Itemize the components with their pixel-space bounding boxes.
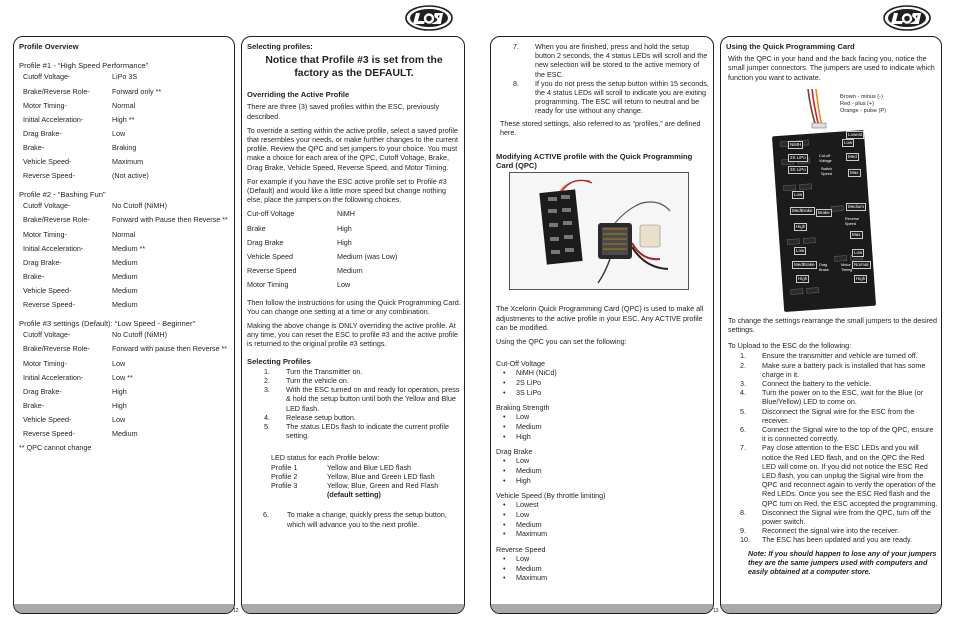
setting-name: Motor Timing- xyxy=(23,100,67,110)
qpc-label: MedBrake xyxy=(794,262,815,267)
setting-row xyxy=(19,143,231,157)
option-text: Lowest xyxy=(516,500,539,510)
qpc-modify-heading: Modifying ACTIVE profile with the Quick Programming Card (QPC) xyxy=(496,152,693,171)
setting-row xyxy=(19,429,231,443)
list-item xyxy=(247,510,461,528)
list-item xyxy=(496,42,710,79)
qpc-label: High xyxy=(796,224,806,229)
setting-name: Brake- xyxy=(23,400,45,410)
setting-value: Low ** xyxy=(112,372,133,382)
wire-label-red: Red - plus (+) xyxy=(840,101,875,107)
bullet-icon: • xyxy=(503,378,506,388)
profile-title: Profile #3 settings (Default): “Low Speed - Beginner” xyxy=(19,319,196,329)
setting-value: Medium xyxy=(337,266,363,276)
bullet-icon: • xyxy=(503,387,506,397)
bullet-icon: • xyxy=(503,510,506,519)
page-number-right: 13 xyxy=(713,608,719,614)
qpc-label: Brake xyxy=(818,210,830,215)
setting-value: (Not active) xyxy=(112,171,149,181)
list-item xyxy=(496,510,710,520)
page-number-left: 12 xyxy=(233,608,239,614)
setting-row xyxy=(247,224,461,238)
setting-name: Motor Timing xyxy=(247,280,289,290)
step-number: 9. xyxy=(740,526,746,536)
qpc-label: Low xyxy=(854,250,863,255)
setting-name: Brake/Reverse Role- xyxy=(23,344,90,354)
step-text: Release setup button. xyxy=(286,412,356,422)
setting-value: High xyxy=(112,386,127,396)
setting-value: Forward only ** xyxy=(112,86,162,96)
setting-row xyxy=(247,209,461,223)
paragraph: To override a setting within the active profile, select a saved profile that resembles your needs, or make further changes to the current profile. Review the QPC and set jumpers to your choice. You must make a choice for each area of the QPC, Cutoff Voltage, Brake, Drag Brake, Vehicle Speed, Reverse Speed, and Motor Timing. xyxy=(247,125,458,172)
qpc-label: Motor Timing xyxy=(841,263,853,272)
setting-name: Initial Acceleration- xyxy=(23,114,84,124)
setting-value: No Cutoff (NiMH) xyxy=(112,330,167,340)
setting-value: NiMH xyxy=(337,209,355,219)
profile-title: Profile #2 - “Bashing Fun” xyxy=(19,190,106,200)
losi-logo-left xyxy=(404,4,454,32)
list-item xyxy=(247,367,461,376)
list-item xyxy=(496,476,710,486)
settings-group-title: Cut-Off Voltage xyxy=(496,359,546,369)
esc-qpc-photo xyxy=(509,172,689,290)
step-text: Disconnect the Signal wire for the ESC from the receiver. xyxy=(762,406,915,425)
paragraph: For example if you have the ESC active profile set to Profile #3 (Default) and would like a little more speed but change nothing else, place the jumpers on the following choices. xyxy=(247,176,447,205)
step-text: Disconnect the Signal wire from the QPC, turn off the power switch. xyxy=(762,507,931,527)
setting-value: Maximum xyxy=(112,156,144,166)
paragraph: Using the QPC you can set the following: xyxy=(496,337,627,347)
bullet-icon: • xyxy=(503,519,506,529)
led-row xyxy=(271,472,461,481)
step-number: 3. xyxy=(264,385,270,395)
selecting-steps xyxy=(247,367,461,441)
setting-name: Brake/Reverse Role- xyxy=(23,86,90,96)
step-text: Connect the battery to the vehicle. xyxy=(762,379,872,389)
led-intro: LED status for each Profile below: xyxy=(271,453,380,463)
paragraph: These stored settings, also referred to as “profiles,” are defined here. xyxy=(500,118,701,137)
list-item xyxy=(740,526,938,535)
paragraph: Making the above change is ONLY overriding the active profile. At any time, you can reset the ESC to profile #3 and the active profile is returned to the original profile #3 settings. xyxy=(247,320,458,349)
setting-name: Reverse Speed- xyxy=(23,300,75,310)
setting-row xyxy=(247,238,461,252)
profile-name: Profile 1 xyxy=(271,462,298,472)
setting-value: Normal xyxy=(112,229,136,239)
selecting-profiles-heading: Selecting profiles: xyxy=(247,42,313,51)
profile-title: Profile #1 - “High Speed Performance” xyxy=(19,61,149,71)
setting-value: Forward with Pause then Reverse ** xyxy=(112,215,228,225)
list-item xyxy=(496,529,710,539)
list-item xyxy=(496,412,710,422)
step-text: To make a change, quickly press the setup button, which will advance you to the next profile. xyxy=(287,510,447,529)
option-text: Medium xyxy=(516,422,542,432)
setting-name: Reverse Speed xyxy=(247,266,297,276)
option-text: Maximum xyxy=(516,529,548,539)
losi-logo-right xyxy=(882,4,932,32)
setting-row xyxy=(19,215,231,229)
list-item xyxy=(740,361,938,379)
bullet-icon: • xyxy=(503,412,506,422)
step-text: If you do not press the setup button within 15 seconds, the 4 status LEDs will scroll to indicate you are exiting programming. The ESC will return to neutral and be ready for use without any change. xyxy=(535,78,709,116)
step-number: 4. xyxy=(264,412,270,422)
overriding-heading: Overriding the Active Profile xyxy=(247,90,350,100)
bullet-icon: • xyxy=(503,422,506,432)
setting-row xyxy=(19,344,231,358)
paragraph: There are three (3) saved profiles within the ESC, previously described. xyxy=(247,102,440,121)
note: Note: If you should happen to lose any of your jumpers they are the same jumpers used with computers and easily obtained at a computer store. xyxy=(748,548,937,577)
bullet-icon: • xyxy=(503,563,506,573)
list-item xyxy=(496,79,710,116)
qpc-label: NiMH xyxy=(790,142,802,147)
setting-row xyxy=(19,387,231,401)
paragraph: To Upload to the ESC do the following: xyxy=(728,341,852,351)
settings-options xyxy=(496,500,710,538)
qpc-label: Lowest xyxy=(848,132,863,137)
settings-group-title: Vehicle Speed (By throttle limiting) xyxy=(496,491,606,501)
list-item xyxy=(247,422,461,440)
list-item xyxy=(496,378,710,388)
step-number: 8. xyxy=(740,507,746,517)
setting-name: Cutoff Voltage- xyxy=(23,72,71,82)
setting-name: Initial Acceleration- xyxy=(23,243,84,253)
list-item xyxy=(740,425,938,443)
option-text: High xyxy=(516,431,531,441)
qpc-label: Medium xyxy=(848,204,865,209)
qpc-label: Drag Brake xyxy=(819,263,829,272)
option-text: Low xyxy=(516,456,530,466)
list-item xyxy=(740,508,938,526)
setting-value: LiPo 3S xyxy=(112,72,138,82)
setting-row xyxy=(19,72,231,86)
settings-options xyxy=(496,368,710,397)
led-description: Yellow and Blue LED flash xyxy=(327,462,412,472)
qpc-label: Med xyxy=(848,154,857,159)
setting-row xyxy=(19,272,231,286)
list-item xyxy=(496,500,710,510)
step-text: Pay close attention to the ESC LEDs and you will notice the Red LED flash, and on the QPC the Red LED will come on. If you did not notice the ESC Red LED flash, you can unplug the Signal wire from the QPC and reconnect again to verify the operation of the Red LEDs. Once you see the ESC Red flash and the QPC turn on Red, the ESC accepted the programming. xyxy=(762,443,938,508)
list-item xyxy=(740,443,938,507)
step-number: 5. xyxy=(264,422,270,431)
upload-steps xyxy=(726,351,938,544)
setting-value: Medium (was Low) xyxy=(337,252,398,261)
setting-row xyxy=(19,115,231,129)
setting-row xyxy=(19,129,231,143)
setting-value: High xyxy=(337,237,352,247)
list-item xyxy=(496,520,710,530)
led-status xyxy=(247,453,461,499)
setting-value: Low xyxy=(112,128,126,138)
step-text: Connect the Signal wire to the top of the QPC, ensure it is connected correctly. xyxy=(762,425,934,444)
setting-row xyxy=(19,300,231,314)
setting-row xyxy=(19,201,231,215)
setting-row xyxy=(247,252,461,266)
setting-name: Vehicle Speed xyxy=(247,252,293,261)
qpc-label: Switch Speed xyxy=(821,167,833,176)
setting-row xyxy=(19,330,231,344)
setting-value: Medium ** xyxy=(112,243,146,253)
option-text: 3S LiPo xyxy=(516,387,542,397)
qpc-label: 2S LiPo xyxy=(790,155,806,160)
setting-name: Reverse Speed- xyxy=(23,171,75,181)
setting-name: Vehicle Speed- xyxy=(23,285,72,295)
setting-name: Reverse Speed- xyxy=(23,428,75,438)
qpc-label: High xyxy=(856,276,866,281)
step-6 xyxy=(247,510,461,528)
step-number: 4. xyxy=(740,388,746,398)
step-text: With the ESC turned on and ready for operation, press & hold the setup button until both the Yellow and Blue LED flash. xyxy=(286,385,460,413)
step-text: Reconnect the signal wire into the receiver. xyxy=(762,526,900,536)
bullet-icon: • xyxy=(503,500,506,510)
bullet-icon: • xyxy=(503,456,506,466)
setting-name: Brake/Reverse Role- xyxy=(23,215,90,225)
setting-name: Cut-off Voltage xyxy=(247,209,295,219)
setting-value: Medium xyxy=(112,428,138,438)
bullet-icon: • xyxy=(503,475,506,485)
setting-value: High xyxy=(337,223,352,233)
bullet-icon: • xyxy=(503,368,506,378)
setting-row xyxy=(19,230,231,244)
setting-row xyxy=(247,280,461,294)
paragraph: Then follow the instructions for using the Quick Programming Card. You can change one setting at a time or any combination. xyxy=(247,297,461,316)
setting-value: Low xyxy=(112,358,126,368)
list-item xyxy=(740,388,938,406)
paragraph: With the QPC in your hand and the back facing you, notice the small jumper connectors. The jumpers are used to indicate which function you want to activate. xyxy=(728,54,935,82)
settings-options xyxy=(496,456,710,485)
setting-name: Vehicle Speed- xyxy=(23,414,72,424)
step-number: 6. xyxy=(740,425,746,435)
list-item xyxy=(496,573,710,583)
setting-name: Cutoff Voltage- xyxy=(23,201,71,211)
list-item xyxy=(496,564,710,574)
setting-name: Drag Brake- xyxy=(23,128,62,138)
option-text: Medium xyxy=(516,519,542,529)
option-text: Low xyxy=(516,412,530,422)
bullet-icon: • xyxy=(503,466,506,476)
bullet-icon: • xyxy=(503,573,506,583)
list-item xyxy=(247,385,461,413)
list-item xyxy=(740,535,938,544)
option-text: Maximum xyxy=(516,573,548,583)
step-number: 2. xyxy=(740,360,746,370)
step-number: 5. xyxy=(740,406,746,416)
setting-name: Initial Acceleration- xyxy=(23,372,84,382)
list-item xyxy=(496,554,710,564)
step-text: Turn the vehicle on. xyxy=(286,375,349,385)
option-text: Low xyxy=(516,510,530,519)
step-number: 2. xyxy=(264,375,270,385)
option-text: Medium xyxy=(516,466,542,476)
profile-name: Profile 2 xyxy=(271,471,298,481)
setting-row xyxy=(19,359,231,373)
step-number: 3. xyxy=(740,379,746,389)
selecting-profiles xyxy=(247,42,461,529)
qpc-wires xyxy=(762,87,922,312)
step-text: When you are finished, press and hold the setup button 2 seconds, the 4 status LEDs will scroll and the new selection will be stored to the active memory of the ESC. xyxy=(535,42,708,79)
setting-value: No Cutoff (NiMH) xyxy=(112,201,167,211)
qpc-label: Normal xyxy=(854,262,869,267)
setting-row xyxy=(19,258,231,272)
option-text: 2S LiPo xyxy=(516,378,542,388)
qpc-label: High xyxy=(798,276,808,281)
qpc-settings-list xyxy=(496,359,710,583)
setting-name: Brake xyxy=(247,223,266,233)
list-item xyxy=(496,422,710,432)
step-text: The status LEDs flash to indicate the current profile setting. xyxy=(286,422,449,441)
step-number: 7. xyxy=(513,42,519,51)
settings-group-title: Drag Brake xyxy=(496,447,533,457)
wire-label-orange: Orange - pulse (P) xyxy=(840,108,887,114)
setting-row xyxy=(19,373,231,387)
qpc-label: Low xyxy=(796,248,805,253)
using-qpc-heading: Using the Quick Programming Card xyxy=(726,42,855,51)
example-settings xyxy=(247,209,461,294)
qpc-label: Reverse Speed xyxy=(845,217,860,226)
setting-row xyxy=(19,87,231,101)
led-table xyxy=(271,463,461,500)
step-text: Ensure the transmitter and vehicle are turned off. xyxy=(762,351,918,361)
list-item xyxy=(496,456,710,466)
step-number: 10. xyxy=(740,535,750,545)
qpc-label: MedBrake xyxy=(792,208,813,213)
option-text: NiMH (NiCd) xyxy=(516,368,557,378)
step-number: 1. xyxy=(264,366,270,376)
qpc-label: Max xyxy=(852,232,861,237)
qpc-label: Cut-off Voltage xyxy=(819,154,832,163)
setting-value: Forward with pause then Reverse ** xyxy=(112,344,228,354)
selecting-profiles-subheading: Selecting Profiles xyxy=(247,356,311,366)
settings-options xyxy=(496,412,710,441)
setting-row xyxy=(19,286,231,300)
setting-value: Medium xyxy=(112,285,138,295)
list-item xyxy=(247,413,461,422)
list-item xyxy=(496,388,710,398)
setting-row xyxy=(19,171,231,185)
setting-row xyxy=(19,415,231,429)
setting-row xyxy=(19,244,231,258)
setting-name: Drag Brake- xyxy=(23,257,62,267)
setting-value: Medium xyxy=(112,257,138,267)
esc-photo-illustration xyxy=(510,173,688,289)
qpc-label: 3S LiPo xyxy=(790,167,806,172)
setting-value: Braking xyxy=(112,142,137,152)
wire-legend xyxy=(840,94,886,115)
setting-row xyxy=(19,101,231,115)
step-number: 8. xyxy=(513,78,519,88)
profile-name: Profile 3 xyxy=(271,481,298,491)
profile-overview xyxy=(19,42,231,452)
setting-name: Cutoff Voltage- xyxy=(23,330,71,340)
option-text: Low xyxy=(516,553,530,563)
list-item xyxy=(740,351,938,360)
step-text: The ESC has been updated and you are ready. xyxy=(762,535,913,545)
setting-name: Vehicle Speed- xyxy=(23,156,72,166)
setting-value: Medium xyxy=(112,300,138,310)
setting-value: High ** xyxy=(112,114,135,124)
setting-value: Normal xyxy=(112,100,136,110)
paragraph: To change the settings rearrange the small jumpers to the desired settings. xyxy=(728,315,937,335)
wire-label-brown: Brown - minus (-) xyxy=(840,94,883,100)
led-default: (default setting) xyxy=(327,490,381,500)
list-item xyxy=(740,407,938,425)
setting-row xyxy=(19,157,231,171)
list-item xyxy=(740,379,938,388)
setting-value: Medium xyxy=(112,271,138,281)
option-text: Medium xyxy=(516,563,542,573)
final-steps xyxy=(496,42,710,116)
bullet-icon: • xyxy=(503,553,506,563)
setting-name: Drag Brake xyxy=(247,237,284,247)
paragraph: The Xcelorin Quick Programming Card (QPC) is used to make all adjustments to the active profile in your ESC. Any ACTIVE profile can be modified. xyxy=(496,304,704,332)
bullet-icon: • xyxy=(503,529,506,539)
qpc-modify xyxy=(496,42,710,589)
list-item xyxy=(247,376,461,385)
qpc-label: Low xyxy=(844,140,853,145)
step-text: Make sure a battery pack is installed that has some charge in it. xyxy=(762,360,926,379)
setting-value: Low xyxy=(112,414,126,424)
setting-name: Motor Timing- xyxy=(23,229,67,239)
setting-name: Drag Brake- xyxy=(23,386,62,396)
led-row xyxy=(271,481,461,490)
led-row xyxy=(271,463,461,472)
step-text: Turn the Transmitter on. xyxy=(286,366,363,376)
settings-group-title: Reverse Speed xyxy=(496,544,546,554)
setting-name: Brake- xyxy=(23,271,45,281)
footnote: ** QPC cannot change xyxy=(19,443,92,453)
setting-value: Low xyxy=(337,280,351,290)
list-item xyxy=(496,368,710,378)
led-description: Yellow, Blue and Green LED flash xyxy=(327,471,435,481)
default-notice: Notice that Profile #3 is set from the factory as the DEFAULT. xyxy=(265,55,443,79)
step-text: Turn the power on to the ESC, wait for the Blue (or Blue/Yellow) LED to come on. xyxy=(762,388,924,407)
qpc-label: Max xyxy=(850,170,859,175)
list-item xyxy=(496,466,710,476)
setting-name: Motor Timing- xyxy=(23,358,67,368)
step-number: 7. xyxy=(740,443,746,453)
option-text: High xyxy=(516,475,531,485)
list-item xyxy=(496,432,710,442)
bullet-icon: • xyxy=(503,431,506,441)
setting-row xyxy=(247,266,461,280)
step-number: 1. xyxy=(740,351,746,361)
step-number: 6. xyxy=(263,510,269,520)
settings-group-title: Braking Strength xyxy=(496,403,550,413)
setting-name: Brake- xyxy=(23,142,45,152)
profile-list xyxy=(19,61,231,443)
profile-overview-heading: Profile Overview xyxy=(19,42,79,51)
setting-row xyxy=(19,401,231,415)
qpc-label: Low xyxy=(794,192,803,197)
qpc-diagram xyxy=(762,87,922,312)
settings-options xyxy=(496,554,710,583)
led-description: Yellow, Blue, Green and Red Flash xyxy=(327,481,439,491)
setting-value: High xyxy=(112,400,127,410)
